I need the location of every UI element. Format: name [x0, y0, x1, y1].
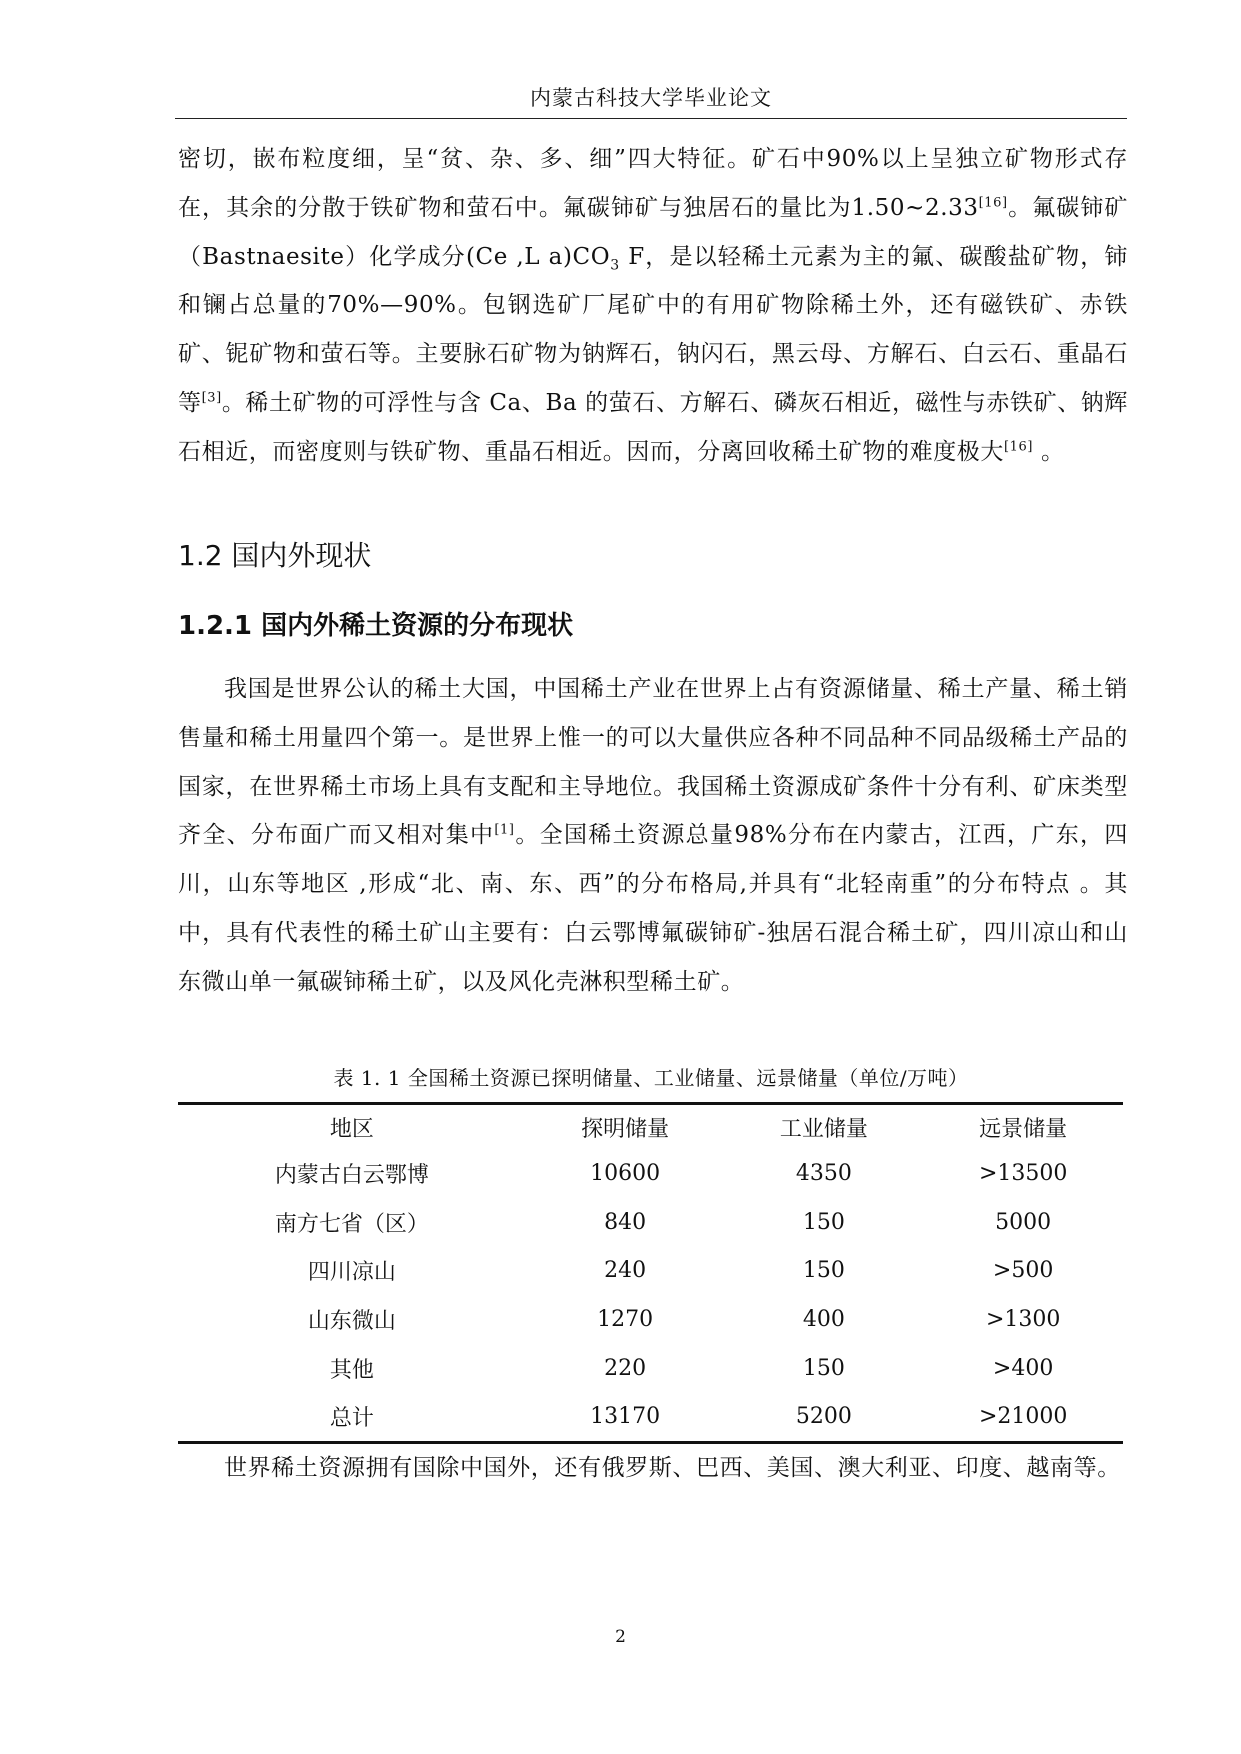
- table-row: [178, 1295, 1123, 1344]
- table-row: [178, 1392, 1123, 1442]
- world-text: 世界稀土资源拥有国除中国外，还有俄罗斯、巴西、美国、澳大利亚、印度、越南等。: [224, 1455, 1121, 1481]
- intro-paragraph: [178, 135, 1128, 477]
- table-row: [178, 1149, 1123, 1198]
- table-cell: 总计: [329, 1406, 374, 1432]
- column-header: 地区: [329, 1116, 374, 1142]
- table-cell: 内蒙古白云鄂博: [274, 1162, 429, 1188]
- page-number: 2: [615, 1627, 626, 1647]
- table-row: [178, 1246, 1123, 1295]
- column-header: 远景储量: [979, 1116, 1068, 1142]
- table-cell: >500: [992, 1258, 1054, 1284]
- table-cell: >1300: [985, 1306, 1061, 1332]
- column-header: 工业储量: [779, 1116, 868, 1142]
- citation: [3]: [201, 390, 222, 406]
- table-cell: 150: [802, 1355, 845, 1381]
- table-row: [178, 1344, 1123, 1393]
- table-cell: 10600: [590, 1160, 661, 1186]
- intro-text-5: 。: [1033, 438, 1065, 465]
- page-header: 内蒙古科技大学毕业论文: [530, 86, 772, 110]
- table-cell: 400: [802, 1306, 845, 1332]
- reserves-table: [178, 1102, 1123, 1444]
- table-cell: 13170: [590, 1404, 661, 1430]
- table-row: [178, 1198, 1123, 1247]
- table-cell: 220: [604, 1355, 647, 1381]
- table-cell: 5000: [995, 1209, 1052, 1235]
- table-cell: 四川凉山: [307, 1260, 396, 1286]
- intro-text-3: F，是以轻稀土元素为主的氟、碳酸盐矿物，铈和镧占总量的70%—90%。包钢选矿厂尾矿中的有用矿物除稀土外，还有磁铁矿、赤铁矿、铌矿物和萤石等。主要脉石矿物为钠辉石，钠闪石，黑云母、方解石、白云石、重晶石等: [178, 243, 1128, 416]
- table-cell: 南方七省（区）: [274, 1211, 429, 1237]
- table-cell: >13500: [978, 1160, 1068, 1186]
- table-cell: 240: [604, 1258, 647, 1284]
- intro-text-2: 。氟碳铈矿（Bastnaesite）化学成分(Ce ,L a)CO: [178, 194, 1128, 270]
- table-cell: >21000: [978, 1404, 1068, 1430]
- distribution-paragraph: [178, 665, 1128, 1007]
- table-caption: 表 1. 1 全国稀土资源已探明储量、工业储量、远景储量（单位/万吨）: [333, 1066, 969, 1090]
- header-rule: [175, 118, 1127, 119]
- subsection-heading: 1.2.1 国内外稀土资源的分布现状: [178, 611, 574, 641]
- table-cell: >400: [992, 1355, 1054, 1381]
- column-header: 探明储量: [581, 1116, 670, 1142]
- citation: [1]: [494, 822, 515, 838]
- intro-text-4: 。稀土矿物的可浮性与含 Ca、Ba 的萤石、方解石、磷灰石相近，磁性与赤铁矿、钠辉石相近，而密度则与铁矿物、重晶石相近。因而，分离回收稀土矿物的难度极大: [178, 389, 1128, 465]
- table-cell: 4350: [795, 1160, 852, 1186]
- para2-text-2: 。全国稀土资源总量98%分布在内蒙古，江西，广东，四川，山东等地区 ,形成“北、南、东、西”的分布格局,并具有“北轻南重”的分布特点 。其中，具有代表性的稀土矿山主要有：白云鄂博氟碳铈矿-独居石混合稀土矿，四川凉山和山东微山单一氟碳铈稀土矿，以及风化壳淋积型稀土矿。: [178, 822, 1128, 995]
- table-header-row: [178, 1104, 1123, 1150]
- section-heading: 1.2 国内外现状: [178, 539, 372, 572]
- table-cell: 5200: [795, 1404, 852, 1430]
- table-cell: 1270: [597, 1306, 654, 1332]
- para2-text-1: 我国是世界公认的稀土大国，中国稀土产业在世界上占有资源储量、稀土产量、稀土销售量和稀土用量四个第一。是世界上惟一的可以大量供应各种不同品种不同品级稀土产品的国家，在世界稀土市场上具有支配和主导地位。我国稀土资源成矿条件十分有利、矿床类型齐全、分布面广而又相对集中: [178, 676, 1128, 849]
- subscript: 3: [610, 257, 620, 274]
- world-paragraph: [178, 1444, 1128, 1493]
- table-cell: 其他: [329, 1357, 374, 1383]
- citation: [16]: [1004, 439, 1034, 455]
- citation: [16]: [978, 195, 1008, 211]
- table-cell: 山东微山: [307, 1308, 396, 1334]
- table-cell: 150: [802, 1258, 845, 1284]
- intro-text-1: 密切，嵌布粒度细，呈“贫、杂、多、细”四大特征。矿石中90%以上呈独立矿物形式存在，其余的分散于铁矿物和萤石中。氟碳铈矿与独居石的量比为1.50~2.33: [178, 146, 1128, 221]
- table-cell: 150: [802, 1209, 845, 1235]
- table-cell: 840: [604, 1209, 647, 1235]
